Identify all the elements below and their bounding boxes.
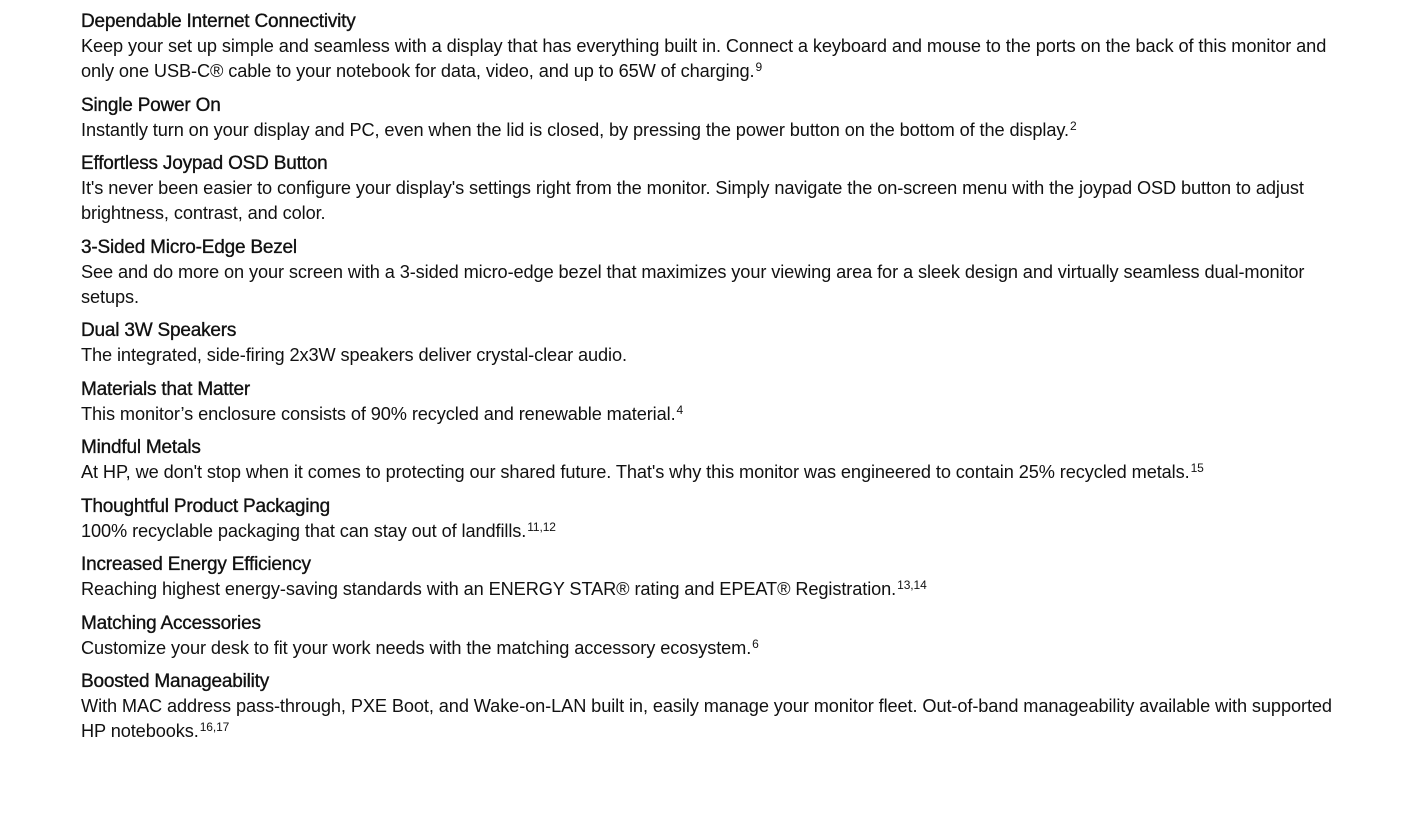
feature-description-text: Customize your desk to fit your work needs with the matching accessory ecosystem.	[81, 637, 752, 658]
feature-description	[81, 34, 1349, 84]
feature-description-text: See and do more on your screen with a 3-sided micro-edge bezel that maximizes your viewing area for a sleek design and virtually seamless dual-monitor setups.	[81, 261, 1305, 307]
feature-item	[81, 494, 1349, 544]
feature-title: Dual 3W Speakers	[81, 320, 237, 341]
footnote-marker: 2	[1069, 118, 1077, 133]
feature-title: Boosted Manageability	[81, 671, 270, 692]
footnote-marker: 9	[755, 60, 763, 74]
feature-description-text: 100% recyclable packaging that can stay out of landfills.	[81, 520, 527, 541]
footnote-marker: 15	[1190, 461, 1204, 475]
feature-item	[81, 151, 1349, 226]
feature-description-text: Instantly turn on your display and PC, even when the lid is closed, by pressing the power button on the bottom of the display.	[81, 119, 1069, 140]
footnote-marker: 11,12	[527, 519, 556, 534]
feature-description-text: It's never been easier to configure your display's settings right from the monitor. Simply navigate the on-screen menu with the joypad OSD button to adjust brightness, contrast, and color.	[81, 178, 1304, 223]
feature-title: Effortless Joypad OSD Button	[81, 153, 328, 174]
feature-description-text: Keep your set up simple and seamless with a display that has everything built in. Connect a keyboard and mouse to the ports on the back of this monitor and only one USB-C® cable to your notebook for data, video, and up to 65W of charging.	[81, 36, 1327, 81]
feature-description	[81, 519, 1349, 544]
footnote-marker: 16,17	[199, 720, 230, 734]
feature-description	[81, 460, 1349, 485]
feature-item	[81, 235, 1349, 310]
feature-description	[81, 636, 1349, 661]
feature-description	[81, 176, 1349, 226]
feature-item	[81, 611, 1349, 661]
feature-list	[81, 9, 1349, 753]
feature-description	[81, 260, 1349, 310]
feature-description-text: With MAC address pass-through, PXE Boot, and Wake-on-LAN built in, easily manage your monitor fleet. Out-of-band manageability available with supported HP notebooks.	[81, 696, 1332, 741]
feature-item	[81, 377, 1349, 427]
feature-description-text: At HP, we don't stop when it comes to protecting our shared future. That's why this monitor was engineered to contain 25% recycled metals.	[81, 462, 1190, 482]
feature-description	[81, 118, 1349, 143]
feature-item	[81, 435, 1349, 485]
feature-item	[81, 93, 1349, 143]
footnote-marker: 4	[676, 402, 684, 417]
feature-description	[81, 343, 1349, 368]
feature-title: Dependable Internet Connectivity	[81, 11, 356, 32]
feature-item	[81, 669, 1349, 744]
feature-item	[81, 9, 1349, 84]
feature-title: Mindful Metals	[81, 437, 201, 458]
feature-description	[81, 577, 1349, 602]
feature-title: Matching Accessories	[81, 612, 261, 634]
feature-description-text: Reaching highest energy-saving standards with an ENERGY STAR® rating and EPEAT® Registration.	[81, 579, 897, 599]
feature-title: Thoughtful Product Packaging	[81, 495, 330, 517]
feature-title: Increased Energy Efficiency	[81, 554, 311, 575]
feature-description-text: The integrated, side-firing 2x3W speakers deliver crystal-clear audio.	[81, 345, 627, 365]
feature-title: Single Power On	[81, 94, 221, 116]
feature-description	[81, 402, 1349, 427]
footnote-marker: 13,14	[897, 578, 927, 592]
feature-item	[81, 318, 1349, 368]
feature-description	[81, 694, 1349, 744]
feature-title: 3-Sided Micro-Edge Bezel	[81, 236, 297, 258]
feature-title: Materials that Matter	[81, 378, 250, 400]
footnote-marker: 6	[752, 636, 759, 651]
feature-item	[81, 552, 1349, 602]
feature-description-text: This monitor’s enclosure consists of 90% recycled and renewable material.	[81, 403, 676, 424]
